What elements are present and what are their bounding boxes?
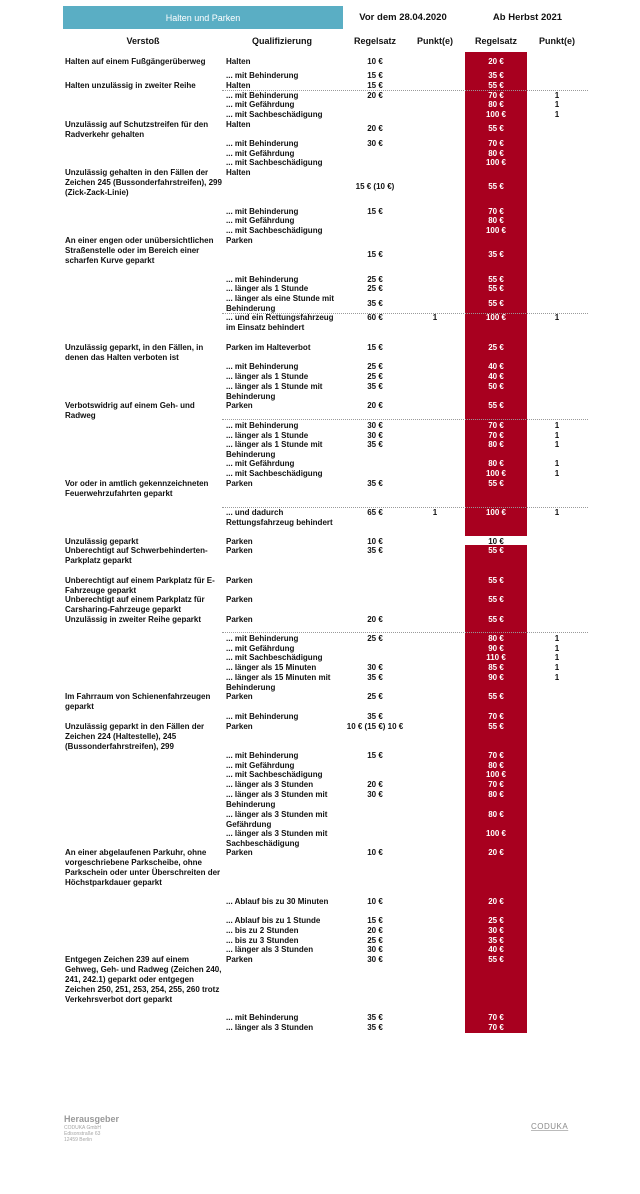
column-header-points-old: Punkt(e) (417, 36, 453, 46)
violation-label: Verbotswidrig auf einem Geh- und Radweg (65, 401, 195, 420)
rate-old-cell: 15 € (367, 343, 383, 352)
rate-old-cell: 10 € (367, 537, 383, 546)
violation-label: Unzulässig auf Schutzstreifen für den Radverkehr gehalten (65, 120, 209, 139)
rate-old-cell: 10 € (15 €) 10 € (346, 722, 404, 731)
rate-new-cell: 100 € (485, 158, 507, 167)
rate-new-cell: 80 € (488, 216, 504, 225)
qualification-label: ... Ablauf bis zu 30 Minuten (226, 897, 329, 906)
rate-new-cell: 70 € (488, 1023, 504, 1032)
rate-old-cell: 25 € (367, 284, 383, 293)
qualification-label: ... länger als 1 Stunde (226, 431, 309, 440)
rate-old-cell: 10 € (367, 848, 383, 857)
qualification-label: ... mit Behinderung (226, 1013, 299, 1022)
rate-old-cell: 35 € (367, 382, 383, 391)
qualification-label: Halten (226, 168, 251, 177)
rate-new-cell: 40 € (488, 372, 504, 381)
qualification-label: Halten (226, 120, 251, 129)
rate-new-cell: 70 € (488, 431, 504, 440)
rate-old-cell: 30 € (367, 421, 383, 430)
qualification-label: ... länger als 15 Minuten mit Behinderung (226, 673, 331, 692)
rate-new-cell: 80 € (488, 761, 504, 770)
rate-new-cell: 55 € (488, 401, 504, 410)
rate-new-cell: 85 € (488, 663, 504, 672)
rate-old-cell: 25 € (367, 634, 383, 643)
qualification-label: ... mit Gefährdung (226, 459, 295, 468)
rate-old-cell: 35 € (367, 479, 383, 488)
points-new-cell: 1 (554, 663, 560, 672)
violation-label: An einer engen oder unübersichtlichen Straßenstelle oder im Bereich einer scharfen Kurve geparkt (65, 236, 214, 265)
column-header-violation: Verstoß (126, 36, 160, 46)
qualification-label: ... mit Gefährdung (226, 761, 295, 770)
rate-new-cell: 55 € (488, 595, 504, 604)
rate-old-cell: 25 € (367, 692, 383, 701)
qualification-label: ... mit Gefährdung (226, 149, 295, 158)
rate-old-cell: 15 € (367, 207, 383, 216)
group-header-new: Ab Herbst 2021 (492, 12, 563, 23)
rate-new-cell: 100 € (485, 829, 507, 838)
violation-label: Unzulässig geparkt, in den Fällen, in denen das Halten verboten ist (65, 343, 204, 362)
qualification-label: ... länger als 1 Stunde mit Behinderung (226, 440, 323, 459)
qualification-label: ... länger als 1 Stunde (226, 372, 309, 381)
rate-new-cell: 70 € (488, 780, 504, 789)
group-header-old: Vor dem 28.04.2020 (359, 12, 447, 23)
rate-new-cell: 55 € (488, 546, 504, 555)
coduka-logo-text: CODUKA (531, 1122, 569, 1131)
qualification-label: Parken (226, 595, 253, 604)
column-header-points-new: Punkt(e) (539, 36, 575, 46)
rate-old-cell: 35 € (367, 440, 383, 449)
column-header-rate-old: Regelsatz (353, 36, 397, 46)
rate-new-cell: 30 € (488, 926, 504, 935)
rate-new-cell: 55 € (488, 955, 504, 964)
rate-new-cell: 40 € (488, 362, 504, 371)
rate-new-cell: 80 € (488, 440, 504, 449)
rate-old-cell: 15 € (10 €) (355, 182, 395, 191)
qualification-label: ... länger als 3 Stunden mit Sachbeschädigung (226, 829, 328, 848)
rate-new-cell: 35 € (488, 936, 504, 945)
points-new-cell: 1 (554, 459, 560, 468)
qualification-label: ... länger als 3 Stunden (226, 1023, 314, 1032)
rate-new-cell: 55 € (488, 722, 504, 731)
points-new-cell: 1 (554, 653, 560, 662)
qualification-label: ... bis zu 2 Stunden (226, 926, 299, 935)
qualification-label: ... länger als 3 Stunden (226, 780, 314, 789)
qualification-label: ... länger als 3 Stunden mit Behinderung (226, 790, 328, 809)
points-new-cell: 1 (554, 634, 560, 643)
violation-label: Halten auf einem Fußgängerüberweg (65, 57, 206, 66)
rate-new-cell: 50 € (488, 382, 504, 391)
qualification-label: ... und dadurch Rettungsfahrzeug behindert (226, 508, 333, 527)
rate-old-cell: 30 € (367, 431, 383, 440)
rate-new-cell: 55 € (488, 275, 504, 284)
rate-new-cell: 35 € (488, 250, 504, 259)
violation-label: Vor oder in amtlich gekennzeichneten Feuerwehrzufahrten geparkt (65, 479, 209, 498)
rate-new-cell: 70 € (488, 421, 504, 430)
rate-new-cell: 90 € (488, 644, 504, 653)
qualification-label: ... länger als eine Stunde mit Behinderung (226, 294, 335, 313)
qualification-label: ... bis zu 3 Stunden (226, 936, 299, 945)
rate-new-cell: 55 € (488, 615, 504, 624)
rate-old-cell: 10 € (367, 57, 383, 66)
rate-old-cell: 35 € (367, 1023, 383, 1032)
qualification-label: Parken (226, 546, 253, 555)
rate-new-cell: 100 € (485, 313, 507, 322)
qualification-label: ... länger als 1 Stunde (226, 284, 309, 293)
qualification-label: Parken (226, 692, 253, 701)
qualification-label: ... mit Behinderung (226, 139, 299, 148)
points-new-cell: 1 (554, 673, 560, 682)
rate-old-cell: 25 € (367, 275, 383, 284)
publisher-city: 12459 Berlin (64, 1137, 93, 1143)
rate-old-cell: 30 € (367, 790, 383, 799)
qualification-label: ... mit Behinderung (226, 362, 299, 371)
rate-old-cell: 15 € (367, 916, 383, 925)
violation-label: Unberechtigt auf Schwerbehinderten-Parkplatz geparkt (65, 546, 208, 565)
rate-old-cell: 15 € (367, 751, 383, 760)
qualification-label: ... mit Sachbeschädigung (226, 158, 323, 167)
points-new-cell: 1 (554, 508, 560, 517)
rate-old-cell: 15 € (367, 81, 383, 90)
rate-new-cell: 55 € (488, 576, 504, 585)
qualification-label: ... länger als 15 Minuten (226, 663, 317, 672)
rate-new-cell: 10 € (488, 537, 504, 546)
row-separator (222, 419, 588, 420)
qualification-label: Parken (226, 537, 253, 546)
coduka-logo (531, 1122, 568, 1131)
violation-label: Unzulässig geparkt (65, 537, 139, 546)
rate-old-cell: 35 € (367, 299, 383, 308)
qualification-label: ... mit Behinderung (226, 275, 299, 284)
points-new-cell: 1 (554, 440, 560, 449)
rate-new-cell: 55 € (488, 479, 504, 488)
rate-old-cell: 25 € (367, 936, 383, 945)
rate-old-cell: 20 € (367, 926, 383, 935)
violation-label: Unberechtigt auf einem Parkplatz für E-Fahrzeuge geparkt (65, 576, 215, 595)
points-new-cell: 1 (554, 421, 560, 430)
section-title-bar (63, 6, 343, 29)
rate-new-cell: 20 € (488, 897, 504, 906)
rate-old-cell: 35 € (367, 1013, 383, 1022)
points-new-cell: 1 (554, 469, 560, 478)
rate-new-cell: 20 € (488, 848, 504, 857)
section-title: Halten und Parken (165, 12, 241, 23)
qualification-label: Parken im Halteverbot (226, 343, 311, 352)
row-separator (222, 632, 588, 633)
rate-old-cell: 30 € (367, 139, 383, 148)
violation-label: Unzulässig geparkt in den Fällen der Zeichen 224 (Haltestelle), 245 (Bussonderfahrstreifen), 299 (65, 722, 205, 751)
rate-new-cell: 55 € (488, 182, 504, 191)
rate-new-cell: 35 € (488, 71, 504, 80)
rate-new-cell: 80 € (488, 100, 504, 109)
violation-label: Unzulässig gehalten in den Fällen der Zeichen 245 (Bussonderfahrstreifen), 299 (Zick-Zack-Linie) (65, 168, 222, 197)
qualification-label: ... mit Sachbeschädigung (226, 770, 323, 779)
violation-label: Im Fahrraum von Schienenfahrzeugen geparkt (65, 692, 211, 711)
rate-new-cell: 70 € (488, 139, 504, 148)
rate-new-cell: 100 € (485, 226, 507, 235)
qualification-label: Halten (226, 81, 251, 90)
qualification-label: ... mit Behinderung (226, 751, 299, 760)
rate-new-cell: 40 € (488, 945, 504, 954)
rate-old-cell: 30 € (367, 945, 383, 954)
points-new-cell: 1 (554, 644, 560, 653)
qualification-label: ... mit Behinderung (226, 421, 299, 430)
qualification-label: ... länger als 1 Stunde mit Behinderung (226, 382, 323, 401)
points-new-cell: 1 (554, 431, 560, 440)
column-header-qualification: Qualifizierung (251, 36, 312, 46)
rate-new-cell: 80 € (488, 790, 504, 799)
rate-new-cell: 90 € (488, 673, 504, 682)
violation-label: Halten unzulässig in zweiter Reihe (65, 81, 196, 90)
rate-new-cell: 100 € (485, 469, 507, 478)
qualification-label: ... mit Behinderung (226, 207, 299, 216)
rate-old-cell: 35 € (367, 546, 383, 555)
rate-old-cell: 20 € (367, 615, 383, 624)
rate-old-cell: 20 € (367, 780, 383, 789)
rate-new-cell: 70 € (488, 207, 504, 216)
qualification-label: Parken (226, 615, 253, 624)
rate-new-cell: 25 € (488, 916, 504, 925)
rate-old-cell: 60 € (367, 313, 383, 322)
rate-old-cell: 35 € (367, 712, 383, 721)
rate-new-cell: 70 € (488, 91, 504, 100)
rate-old-cell: 15 € (367, 250, 383, 259)
rate-new-cell: 100 € (485, 770, 507, 779)
rate-new-cell: 80 € (488, 459, 504, 468)
qualification-label: ... mit Sachbeschädigung (226, 110, 323, 119)
rate-new-cell: 80 € (488, 810, 504, 819)
points-new-cell: 1 (554, 313, 560, 322)
rate-old-cell: 30 € (367, 663, 383, 672)
publisher-street: Edisonstraße 63 (64, 1131, 101, 1137)
rate-new-cell: 110 € (486, 653, 506, 662)
qualification-label: ... mit Behinderung (226, 712, 299, 721)
rate-new-cell: 55 € (488, 81, 504, 90)
qualification-label: Parken (226, 955, 253, 964)
violation-label: Entgegen Zeichen 239 auf einem Gehweg, Geh- und Radweg (Zeichen 240, 241, 242.1) geparkt oder entgegen Zeichen 250, 251, 253, 254, 255, 260 trotz Verkehrsverbot dort geparkt (65, 955, 222, 1004)
qualification-label: Parken (226, 401, 253, 410)
rate-new-cell: 20 € (488, 57, 504, 66)
qualification-label: Halten (226, 57, 251, 66)
rate-new-cell: 55 € (488, 299, 504, 308)
qualification-label: ... mit Gefährdung (226, 644, 295, 653)
qualification-label: ... mit Gefährdung (226, 216, 295, 225)
qualification-label: Parken (226, 722, 253, 731)
points-old-cell: 1 (432, 508, 438, 517)
qualification-label: Parken (226, 479, 253, 488)
rate-new-cell: 100 € (485, 508, 507, 517)
rate-new-cell: 55 € (488, 284, 504, 293)
qualification-label: ... länger als 3 Stunden (226, 945, 314, 954)
publisher-label: Herausgeber (64, 1114, 120, 1124)
rate-old-cell: 20 € (367, 124, 383, 133)
rate-new-cell: 80 € (488, 149, 504, 158)
qualification-label: ... mit Behinderung (226, 634, 299, 643)
rate-new-cell: 70 € (488, 712, 504, 721)
rate-old-cell: 30 € (367, 955, 383, 964)
qualification-label: Parken (226, 236, 253, 245)
qualification-label: Parken (226, 848, 253, 857)
rate-old-cell: 10 € (367, 897, 383, 906)
violation-label: Unberechtigt auf einem Parkplatz für Carsharing-Fahrzeuge geparkt (65, 595, 205, 614)
qualification-label: ... mit Behinderung (226, 91, 299, 100)
rate-old-cell: 25 € (367, 362, 383, 371)
publisher-company: CODUKA GmbH (64, 1125, 101, 1131)
rate-old-cell: 25 € (367, 372, 383, 381)
qualification-label: Parken (226, 576, 253, 585)
rate-old-cell: 35 € (367, 673, 383, 682)
qualification-label: ... und ein Rettungsfahrzeug im Einsatz behindert (226, 313, 334, 332)
qualification-label: ... mit Sachbeschädigung (226, 653, 323, 662)
rate-old-cell: 15 € (367, 71, 383, 80)
rate-old-cell: 20 € (367, 91, 383, 100)
rate-new-cell: 80 € (488, 634, 504, 643)
rate-new-cell: 55 € (488, 692, 504, 701)
rate-old-cell: 65 € (367, 508, 383, 517)
rate-new-cell: 55 € (488, 124, 504, 133)
rate-new-cell: 70 € (488, 1013, 504, 1022)
points-new-cell: 1 (554, 110, 560, 119)
violation-label: An einer abgelaufenen Parkuhr, ohne vorgeschriebene Parkscheibe, ohne Parkschein oder unter Überschreiten der Höchstparkdauer geparkt (65, 848, 221, 887)
rate-new-cell: 25 € (488, 343, 504, 352)
qualification-label: ... mit Sachbeschädigung (226, 226, 323, 235)
qualification-label: ... länger als 3 Stunden mit Gefährdung (226, 810, 328, 829)
points-old-cell: 1 (432, 313, 438, 322)
points-new-cell: 1 (554, 100, 560, 109)
points-new-cell: 1 (554, 91, 560, 100)
qualification-label: ... mit Sachbeschädigung (226, 469, 323, 478)
qualification-label: ... mit Behinderung (226, 71, 299, 80)
column-header-rate-new: Regelsatz (474, 36, 518, 46)
rate-new-cell: 100 € (485, 110, 507, 119)
rate-new-cell: 70 € (488, 751, 504, 760)
qualification-label: ... mit Gefährdung (226, 100, 295, 109)
rate-old-cell: 20 € (367, 401, 383, 410)
qualification-label: ... Ablauf bis zu 1 Stunde (226, 916, 321, 925)
violation-label: Unzulässig in zweiter Reihe geparkt (65, 615, 202, 624)
